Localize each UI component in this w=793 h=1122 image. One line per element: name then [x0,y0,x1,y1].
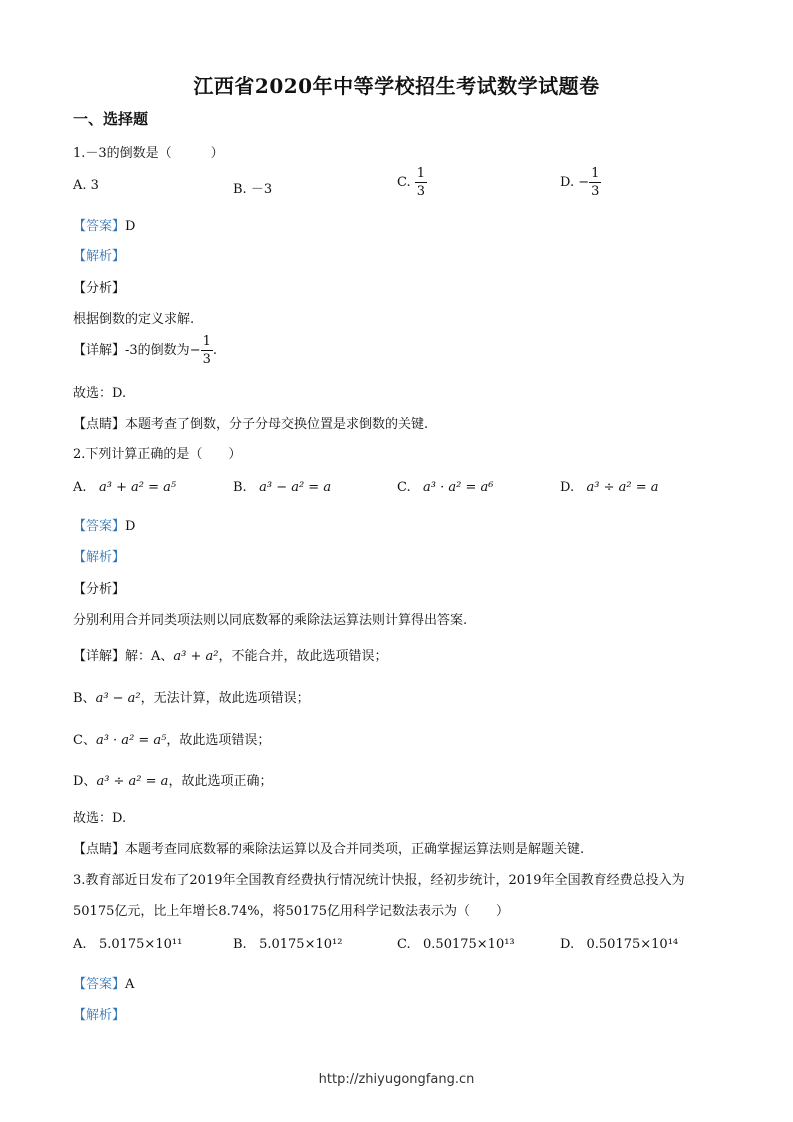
fraction: $\frac{1}{3}$ [591,166,600,199]
q1-answer: 【答案】D [73,219,136,234]
q3-answer: 【答案】A [73,977,135,992]
q2-answer: 【答案】D [73,519,136,534]
q2-detail-a: 【详解】解：A、a³ + a²，不能合并，故此选项错误； [73,649,388,664]
q1-stem: 1.－3的倒数是（ ） [73,146,224,161]
q1-option-c: C. $\frac{1}{3}$ [397,166,426,199]
q2-fenxi: 分别利用合并同类项法则以同底数幂的乘除法运算法则计算得出答案. [73,613,468,628]
q2-comment: 【点睛】本题考查同底数幂的乘除法运算以及合并同类项，正确掌握运算法则是解题关键. [73,842,585,857]
q1-detail: 【详解】-3的倒数为− $\frac{1}{3}$ . [73,334,218,367]
q1-choose: 故选：D. [73,386,127,401]
q2-detail-c: C、a³ · a² = a⁵，故此选项错误； [73,733,271,748]
q2-fenxi-label: 【分析】 [73,582,126,597]
q2-choose: 故选：D. [73,811,127,826]
fraction: $\frac{1}{3}$ [202,334,211,367]
q2-option-c: C. a³ · a² = a⁶ [397,480,494,495]
q3-option-b: B. 5.0175×10¹² [233,937,343,952]
q2-stem: 2.下列计算正确的是（ ） [73,447,242,462]
q1-option-a: A. 3 [73,178,99,193]
q3-option-c: C. 0.50175×10¹³ [397,937,515,952]
q2-detail-b: B、a³ − a²，无法计算，故此选项错误； [73,691,310,706]
q1-fenxi: 根据倒数的定义求解. [73,312,195,327]
q3-option-a: A. 5.0175×10¹¹ [73,937,183,952]
q1-option-d: D. − $\frac{1}{3}$ [560,166,600,199]
q2-analysis-label: 【解析】 [73,550,126,565]
q1-analysis-label: 【解析】 [73,249,126,264]
q2-option-b: B. a³ − a² = a [233,480,332,495]
section-heading: 一、选择题 [73,110,149,128]
q1-option-b: B. －3 [233,182,273,197]
q3-option-d: D. 0.50175×10¹⁴ [560,937,679,952]
q3-stem-line1: 3.教育部近日发布了2019年全国教育经费执行情况统计快报，经初步统计，2019年全国教育经费总投入为 [73,873,685,888]
q3-analysis-label: 【解析】 [73,1008,126,1023]
q3-stem-line2: 50175亿元，比上年增长8.74%，将50175亿用科学记数法表示为（ ） [73,904,510,919]
q2-option-d: D. a³ ÷ a² = a [560,480,659,495]
q1-comment: 【点睛】本题考查了倒数，分子分母交换位置是求倒数的关键. [73,417,429,432]
q1-fenxi-label: 【分析】 [73,281,126,296]
q2-detail-d: D、a³ ÷ a² = a，故此选项正确； [73,774,273,789]
q2-option-a: A. a³ + a² = a⁵ [73,480,177,495]
document-title: 江西省2020年中等学校招生考试数学试题卷 [193,74,600,98]
fraction: $\frac{1}{3}$ [416,166,426,199]
footer-url[interactable]: http://zhiyugongfang.cn [318,1072,475,1087]
